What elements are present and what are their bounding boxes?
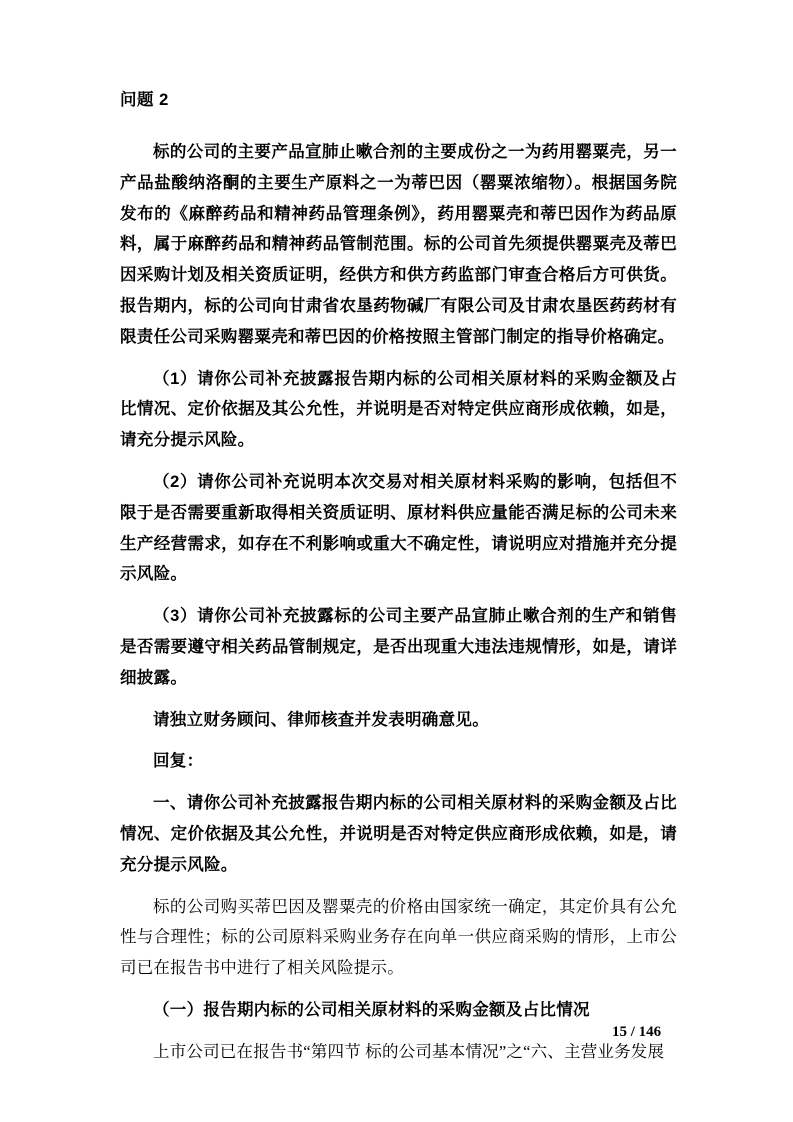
question-heading — [120, 85, 677, 116]
paragraph-question-intro: 标的公司的主要产品宣肺止嗽合剂的主要成份之一为药用罂粟壳，另一产品盐酸纳洛酮的主要生产原料之一为蒂巴因（罂粟浓缩物）。根据国务院发布的《麻醉药品和精神药品管理条例》，药用罂粟壳和蒂巴因作为药品原料，属于麻醉药品和精神药品管制范围。标的公司首先须提供罂粟壳及蒂巴因采购计划及相关资质证明，经供方和供方药监部门审查合格后方可供货。报告期内，标的公司向甘肃省农垦药物碱厂有限公司及甘肃农垦医药药材有限责任公司采购罂粟壳和蒂巴因的价格按照主管部门制定的指导价格确定。 — [120, 143, 677, 346]
section-1-heading: （一）报告期内标的公司相关原材料的采购金额及占比情况 — [153, 999, 590, 1019]
paragraph-reply-label: 回复： — [153, 752, 204, 771]
paragraph-reply-question-1: 一、请你公司补充披露报告期内标的公司相关原材料的采购金额及占比情况、定价依据及其公允性，并说明是否对特定供应商形成依赖，如是，请充分提示风险。 — [120, 794, 677, 874]
paragraph-reply-answer: 标的公司购买蒂巴因及罂粟壳的价格由国家统一确定，其定价具有公允性与合理性；标的公司原料采购业务存在向单一供应商采购的情形，上市公司已在报告书中进行了相关风险提示。 — [120, 896, 677, 978]
paragraph-question-3: （3）请你公司补充披露标的公司主要产品宣肺止嗽合剂的生产和销售是否需要遵守相关药品管制规定，是否出现重大违法违规情形，如是，请详细披露。 — [120, 607, 677, 687]
question-heading-label: 问题 2 — [120, 91, 169, 109]
paragraph-section-1-body: 上市公司已在报告书“第四节 标的公司基本情况”之“六、主营业务发展 — [153, 1041, 665, 1061]
paragraph-question-2: （2）请你公司补充说明本次交易对相关原材料采购的影响，包括但不限于是否需要重新取得相关资质证明、原材料供应量能否满足标的公司未来生产经营需求，如存在不利影响或重大不确定性，请说明应对措施并充分提示风险。 — [120, 472, 677, 584]
text-column — [120, 85, 677, 1079]
paragraph-question-1: （1）请你公司补充披露报告期内标的公司相关原材料的采购金额及占比情况、定价依据及其公允性，并说明是否对特定供应商形成依赖，如是，请充分提示风险。 — [120, 369, 677, 450]
page-number: 15 / 146 — [612, 1024, 662, 1040]
paragraph-verify-request: 请独立财务顾问、律师核查并发表明确意见。 — [153, 710, 489, 729]
